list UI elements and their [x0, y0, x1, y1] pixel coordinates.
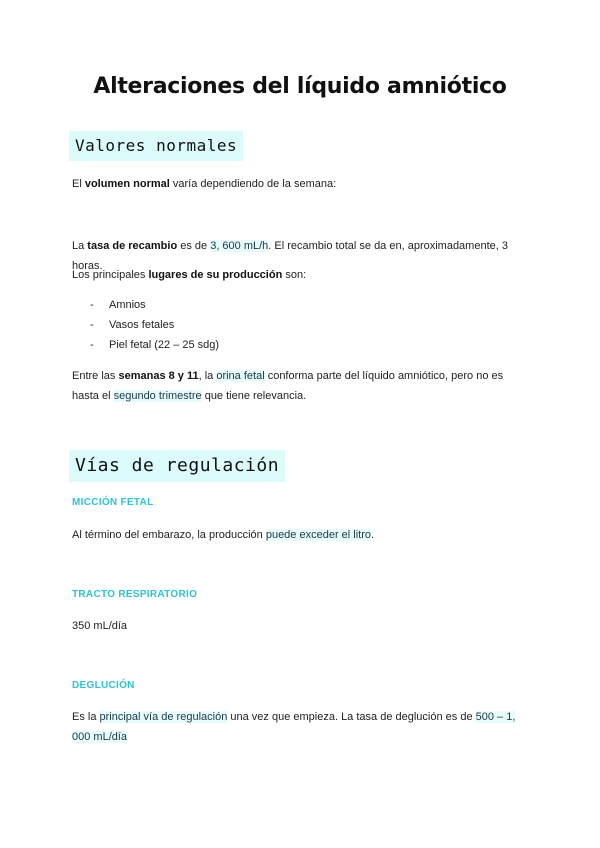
- paragraph-produccion: Los principales lugares de su producción son:: [72, 269, 307, 281]
- paragraph-orina: Entre las semanas 8 y 11, la orina fetal conforma parte del líquido amniótico, pero no es hasta el segundo trimestre que tiene relevancia.: [72, 370, 504, 402]
- subheading-deglucion: DEGLUCIÓN: [72, 680, 135, 691]
- document-page: Alteraciones del líquido amniótico Valores normales El volumen normal varía dependiendo de la semana: La tasa de recambio es de 3, 600 mL/h. El recambio total se da en, aproximadamente, 3 horas. Los principales lugares de su producción son: - Amnios - Vasos fetales - Piel fetal (22 – 25 sdg) Entre las semanas 8 y 11, la orina fetal conforma parte del líquido amniótico, pero no es hasta el segundo trimestre que tiene relevancia. Vías de regulación MICCIÓN FETAL Al término del embarazo, la producción puede exceder el litro. TRACTO RESPIRATORIO 350 mL/día DEGLUCIÓN Es la principal vía de regulación una vez que empieza. La tasa de deglución es de 500 – 1, 000 mL/día: [0, 0, 600, 848]
- paragraph-recambio: La tasa de recambio es de 3, 600 mL/h. El recambio total se da en, aproximadamente, 3 horas.: [72, 240, 508, 272]
- page-title: Alteraciones del líquido amniótico: [93, 74, 507, 99]
- paragraph-tracto: 350 mL/día: [72, 620, 128, 632]
- subheading-miccion: MICCIÓN FETAL: [72, 497, 154, 508]
- section-heading-valores: Valores normales: [69, 131, 243, 161]
- paragraph-miccion: Al término del embarazo, la producción puede exceder el litro.: [72, 529, 375, 541]
- subheading-tracto: TRACTO RESPIRATORIO: [72, 589, 198, 600]
- paragraph-volumen: El volumen normal varía dependiendo de la semana:: [72, 178, 337, 190]
- paragraph-deglucion: Es la principal vía de regulación una vez que empieza. La tasa de deglución es de 500 – 1, 000 mL/día: [72, 711, 516, 743]
- section-heading-vias: Vías de regulación: [69, 450, 285, 482]
